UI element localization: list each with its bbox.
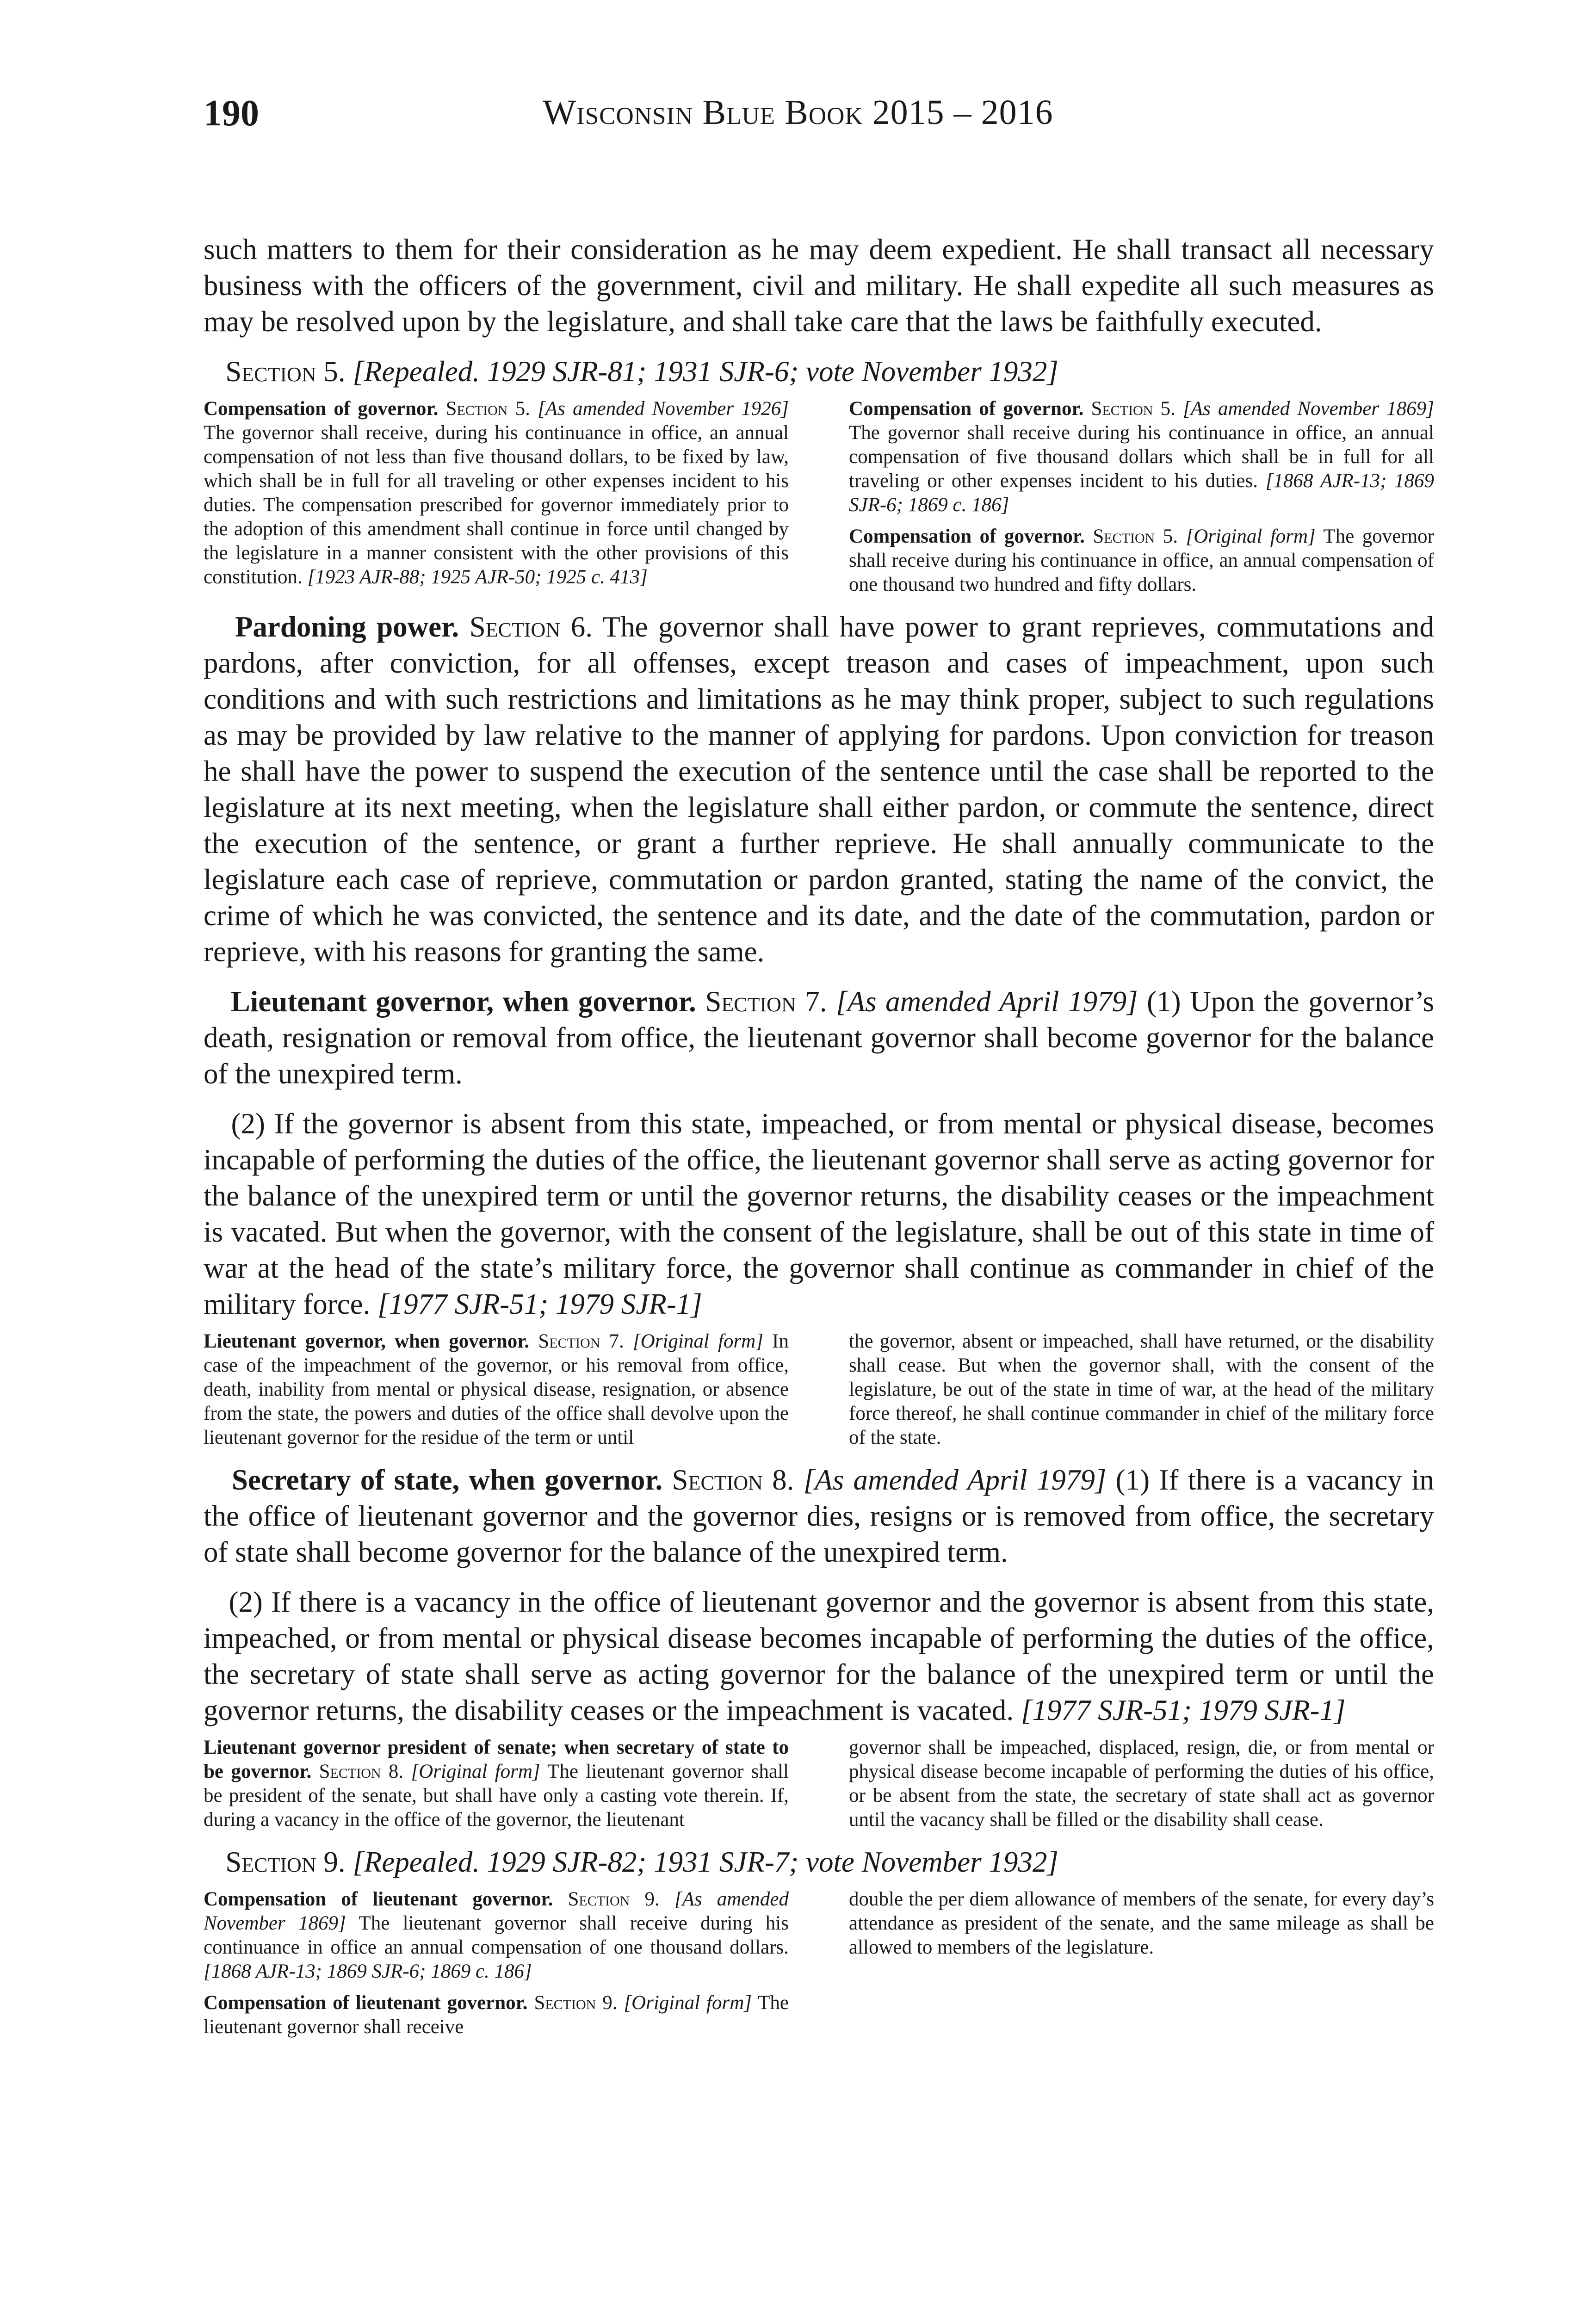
section-8-paragraph-2: (2) If there is a vacancy in the office of lieutenant governor and the governor is absent from this state, impeached, or from mental or physical disease becomes incapable of performing the duties of the office, the secretary of state shall serve as acting governor for the balance of the unexpired term or until the governor returns, the disability ceases or the impeachment is vacated. [1977 SJR-51; 1979 SJR-1] bbox=[204, 1586, 1434, 1726]
note-compensation-1869: Compensation of governor. Section 5. [As amended November 1869] The governor shall receive during his continuance in office, an annual compensation of five thousand dollars which shall be in full for all traveling or other expenses incident to his duties. [1868 AJR-13; 1869 SJR-6; 1869 c. 186] bbox=[849, 398, 1435, 516]
note-lt-compensation-1869: Compensation of lieutenant governor. Section 9. [As amended November 1869] The lieutenant governor shall receive during his continuance in office an annual compensation of one thousand dollars. [1868 AJR-13; 1869 SJR-6; 1869 c. 186] bbox=[204, 1888, 789, 1982]
note-column-right bbox=[849, 397, 1434, 597]
note-column-left bbox=[204, 1736, 789, 1832]
intro-paragraph: such matters to them for their consideration as he may deem expedient. He shall transact all necessary business with the officers of the government, civil and military. He shall expedite all such measures as may be resolved upon by the legislature, and shall take care that the laws be faithfully executed. bbox=[204, 233, 1434, 338]
page-number: 190 bbox=[204, 93, 259, 134]
note-column-right bbox=[849, 1330, 1434, 1450]
note-column-right bbox=[849, 1887, 1434, 2039]
section-7-paragraph-1: Lieutenant governor, when governor. Section 7. [As amended April 1979] (1) Upon the governor’s death, resignation or removal from office, the lieutenant governor shall become governor for the balance of the unexpired term. bbox=[204, 985, 1435, 1090]
section-8-history-notes bbox=[204, 1736, 1434, 1832]
note-column-left bbox=[204, 397, 789, 597]
page-header bbox=[204, 93, 1392, 143]
section-7-paragraph-2: (2) If the governor is absent from this state, impeached, or from mental or physical disease, becomes incapable of performing the duties of the office, the lieutenant governor shall serve as acting governor for the balance of the unexpired term or until the governor returns, the disability ceases or the impeachment is vacated. But when the governor, with the consent of the legislature, shall be out of this state in time of war at the head of the state’s military force, the governor shall continue as commander in chief of the military force. [1977 SJR-51; 1979 SJR-1] bbox=[204, 1107, 1435, 1320]
running-title: Wisconsin Blue Book 2015 – 2016 bbox=[543, 93, 1053, 132]
note-lt-governor-original-start: Lieutenant governor, when governor. Section 7. [Original form] In case of the impeachment of the governor, or his removal from office, death, inability from mental or physical disease, resignation, or absence from the state, the powers and duties of the office shall devolve upon the lieutenant governor for the residue of the term or until bbox=[204, 1330, 789, 1448]
section-8-paragraph-1: Secretary of state, when governor. Section 8. [As amended April 1979] (1) If there is a vacancy in the office of lieutenant governor and the governor dies, resigns or is removed from office, the secretary of state shall become governor for the balance of the unexpired term. bbox=[204, 1464, 1435, 1568]
note-lt-compensation-original-end: double the per diem allowance of members of the senate, for every day’s attendance as president of the senate, and the same mileage as shall be allowed to members of the legislature. bbox=[849, 1888, 1434, 1958]
section-5-repealed: Section 5. [Repealed. 1929 SJR-81; 1931 SJR-6; vote November 1932] bbox=[225, 355, 1058, 388]
section-9-history-notes bbox=[204, 1887, 1434, 2039]
note-lt-governor-original-end: the governor, absent or impeached, shall have returned, or the disability shall cease. But when the governor shall, with the consent of the legislature, be out of the state in time of war, at the head of the military force thereof, he shall continue commander in chief of the military force of the state. bbox=[849, 1330, 1434, 1448]
note-column-right bbox=[849, 1736, 1434, 1832]
section-5-history-notes bbox=[204, 397, 1434, 597]
section-7-history-notes bbox=[204, 1330, 1434, 1450]
note-compensation-1926: Compensation of governor. Section 5. [As amended November 1926] The governor shall receive, during his continuance in office, an annual compensation of not less than five thousand dollars, to be fixed by law, which shall be in full for all traveling or other expenses incident to his duties. The compensation prescribed for governor immediately prior to the adoption of this amendment shall continue in force until changed by the legislature in a manner consistent with the other provisions of this constitution. [1923 AJR-88; 1925 AJR-50; 1925 c. 413] bbox=[204, 398, 789, 588]
note-lt-compensation-original-start: Compensation of lieutenant governor. Section 9. [Original form] The lieutenant governor shall receive bbox=[204, 1992, 789, 2038]
section-6-pardoning-power: Pardoning power. Section 6. The governor shall have power to grant reprieves, commutations and pardons, after conviction, for all offenses, except treason and cases of impeachment, upon such conditions and with such restrictions and limitations as he may think proper, subject to such regulations as may be provided by law relative to the manner of applying for pardons. Upon conviction for treason he shall have the power to suspend the execution of the sentence until the case shall be reported to the legislature at its next meeting, when the legislature shall either pardon, or commute the sentence, direct the execution of the sentence, or grant a further reprieve. He shall annually communicate to the legislature each case of reprieve, commutation or pardon granted, stating the name of the convict, the crime of which he was convicted, the sentence and its date, and the date of the commutation, pardon or reprieve, with his reasons for granting the same. bbox=[204, 611, 1435, 968]
note-president-of-senate-start: Lieutenant governor president of senate; when secretary of state to be governor. Section 8. [Original form] The lieutenant governor shall be president of the senate, but shall have only a casting vote therein. If, during a vacancy in the office of the governor, the lieutenant bbox=[204, 1737, 789, 1831]
note-president-of-senate-end: governor shall be impeached, displaced, resign, die, or from mental or physical disease become incapable of performing the duties of his office, or be absent from the state, the secretary of state shall act as governor until the vacancy shall be filled or the disability shall cease. bbox=[849, 1737, 1434, 1831]
note-column-left bbox=[204, 1330, 789, 1450]
page-content bbox=[204, 231, 1434, 2051]
section-9-repealed: Section 9. [Repealed. 1929 SJR-82; 1931 SJR-7; vote November 1932] bbox=[225, 1846, 1058, 1878]
note-column-left bbox=[204, 1887, 789, 2039]
note-compensation-original: Compensation of governor. Section 5. [Original form] The governor shall receive during his continuance in office, an annual compensation of one thousand two hundred and fifty dollars. bbox=[849, 526, 1434, 595]
